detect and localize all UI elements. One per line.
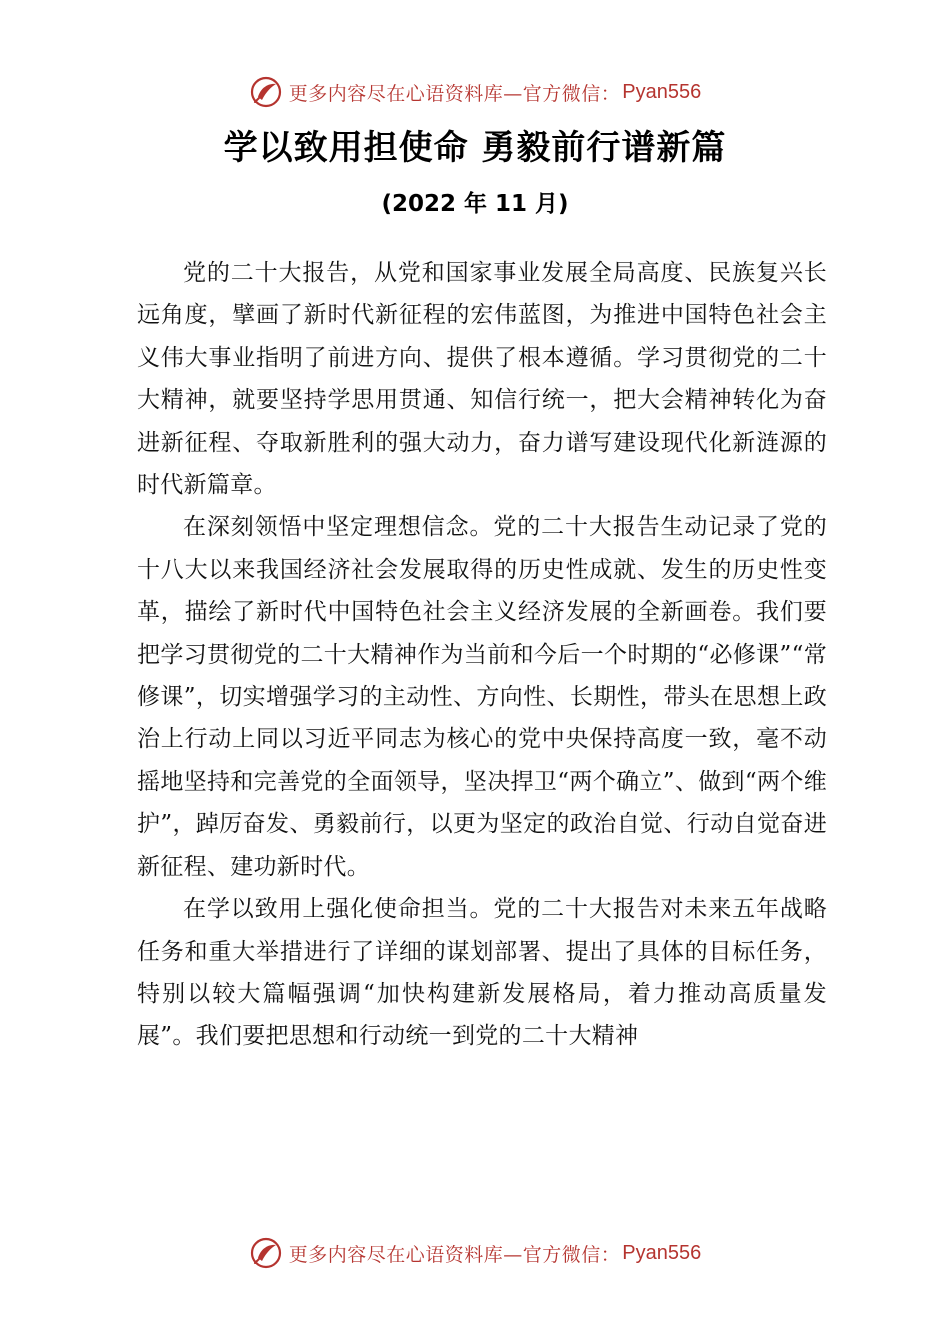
watermark-text: 更多内容尽在心语资料库—官方微信： (288, 82, 621, 105)
logo-icon (249, 75, 283, 109)
document-date: (2022 年 11 月) (381, 191, 569, 217)
paragraph: 党的二十大报告，从党和国家事业发展全局高度、民族复兴长远角度，擘画了新时代新征程的宏伟蓝图，为推进中国特色社会主义伟大事业指明了前进方向、提供了根本遵循。学习贯彻党的二十大精神，就要坚持学思用贯通、知信行统一，把大会精神转化为奋进新征程、夺取新胜利的强大动力，奋力谱写建设现代化新涟源的时代新篇章。 (137, 260, 827, 499)
logo-icon (249, 1236, 283, 1270)
watermark-text: 更多内容尽在心语资料库—官方微信： (288, 1243, 621, 1266)
footer-watermark (0, 1233, 950, 1273)
watermark-wechat-id: Pyan556 (622, 80, 702, 103)
document-body (137, 252, 827, 1058)
header-watermark (0, 72, 950, 112)
watermark-wechat-id: Pyan556 (622, 1241, 702, 1264)
document-title: 学以致用担使命 勇毅前行谱新篇 (223, 128, 727, 168)
paragraph: 在学以致用上强化使命担当。党的二十大报告对未来五年战略任务和重大举措进行了详细的谋划部署、提出了具体的目标任务，特别以较大篇幅强调“加快构建新发展格局，着力推动高质量发展”。我们要把思想和行动统一到党的二十大精神 (137, 896, 827, 1050)
paragraph: 在深刻领悟中坚定理想信念。党的二十大报告生动记录了党的十八大以来我国经济社会发展取得的历史性成就、发生的历史性变革，描绘了新时代中国特色社会主义经济发展的全新画卷。我们要把学习贯彻党的二十大精神作为当前和今后一个时期的“必修课”“常修课”，切实增强学习的主动性、方向性、长期性，带头在思想上政治上行动上同以习近平同志为核心的党中央保持高度一致，毫不动摇地坚持和完善党的全面领导，坚决捍卫“两个确立”、做到“两个维护”，踔厉奋发、勇毅前行，以更为坚定的政治自觉、行动自觉奋进新征程、建功新时代。 (137, 514, 827, 880)
